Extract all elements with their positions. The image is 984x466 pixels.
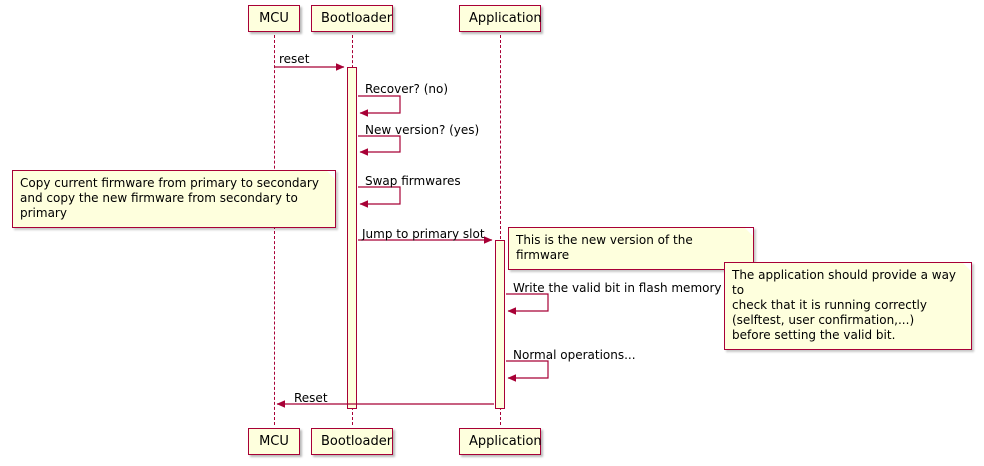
participant-label: Application	[469, 434, 542, 449]
participant-bootloader-bottom[interactable]	[311, 428, 393, 455]
note-fold-icon	[326, 171, 335, 180]
note-valid-bit-guidance	[724, 262, 972, 350]
message-text: Recover? (no)	[365, 82, 449, 96]
participant-label: Bootloader	[321, 11, 393, 26]
participant-label: Application	[469, 11, 542, 26]
message-label-recover	[365, 82, 448, 96]
message-text: New version? (yes)	[365, 123, 480, 137]
note-line: The application should provide a way to	[732, 268, 957, 297]
message-label-jump	[362, 227, 485, 241]
note-line: Copy current firmware from primary to secondary	[20, 176, 319, 190]
message-label-final-reset	[294, 391, 328, 405]
message-text: Swap firmwares	[365, 174, 461, 188]
note-fold-icon	[962, 263, 971, 272]
message-text: Jump to primary slot	[362, 227, 485, 241]
note-line: check that it is running correctly	[732, 298, 927, 312]
note-line: (selftest, user confirmation,...)	[732, 313, 915, 327]
message-text: Reset	[294, 391, 328, 405]
activation-application	[495, 240, 505, 409]
participant-application-top[interactable]	[459, 5, 541, 32]
note-line: before setting the valid bit.	[732, 328, 896, 342]
participant-label: MCU	[259, 11, 289, 26]
note-swap-firmwares	[12, 170, 336, 228]
message-label-reset	[279, 52, 309, 66]
message-label-new-version	[365, 123, 479, 137]
note-new-firmware-version	[508, 227, 754, 270]
note-line: and copy the new firmware from secondary to primary	[20, 191, 298, 220]
participant-application-bottom[interactable]	[459, 428, 541, 455]
message-text: Normal operations...	[513, 348, 636, 362]
message-label-write-valid-bit	[513, 281, 722, 295]
activation-bootloader	[347, 67, 357, 409]
note-fold-icon	[744, 228, 753, 237]
message-label-swap	[365, 174, 461, 188]
message-text: reset	[279, 52, 310, 66]
note-line: This is the new version of the firmware	[516, 233, 693, 262]
message-label-normal-operations	[513, 348, 636, 362]
lifeline-mcu	[274, 35, 275, 425]
participant-label: Bootloader	[321, 434, 393, 449]
participant-mcu-bottom[interactable]	[248, 428, 300, 455]
participant-bootloader-top[interactable]	[311, 5, 393, 32]
message-text: Write the valid bit in flash memory	[513, 281, 722, 295]
participant-label: MCU	[259, 434, 289, 449]
participant-mcu-top[interactable]	[248, 5, 300, 32]
